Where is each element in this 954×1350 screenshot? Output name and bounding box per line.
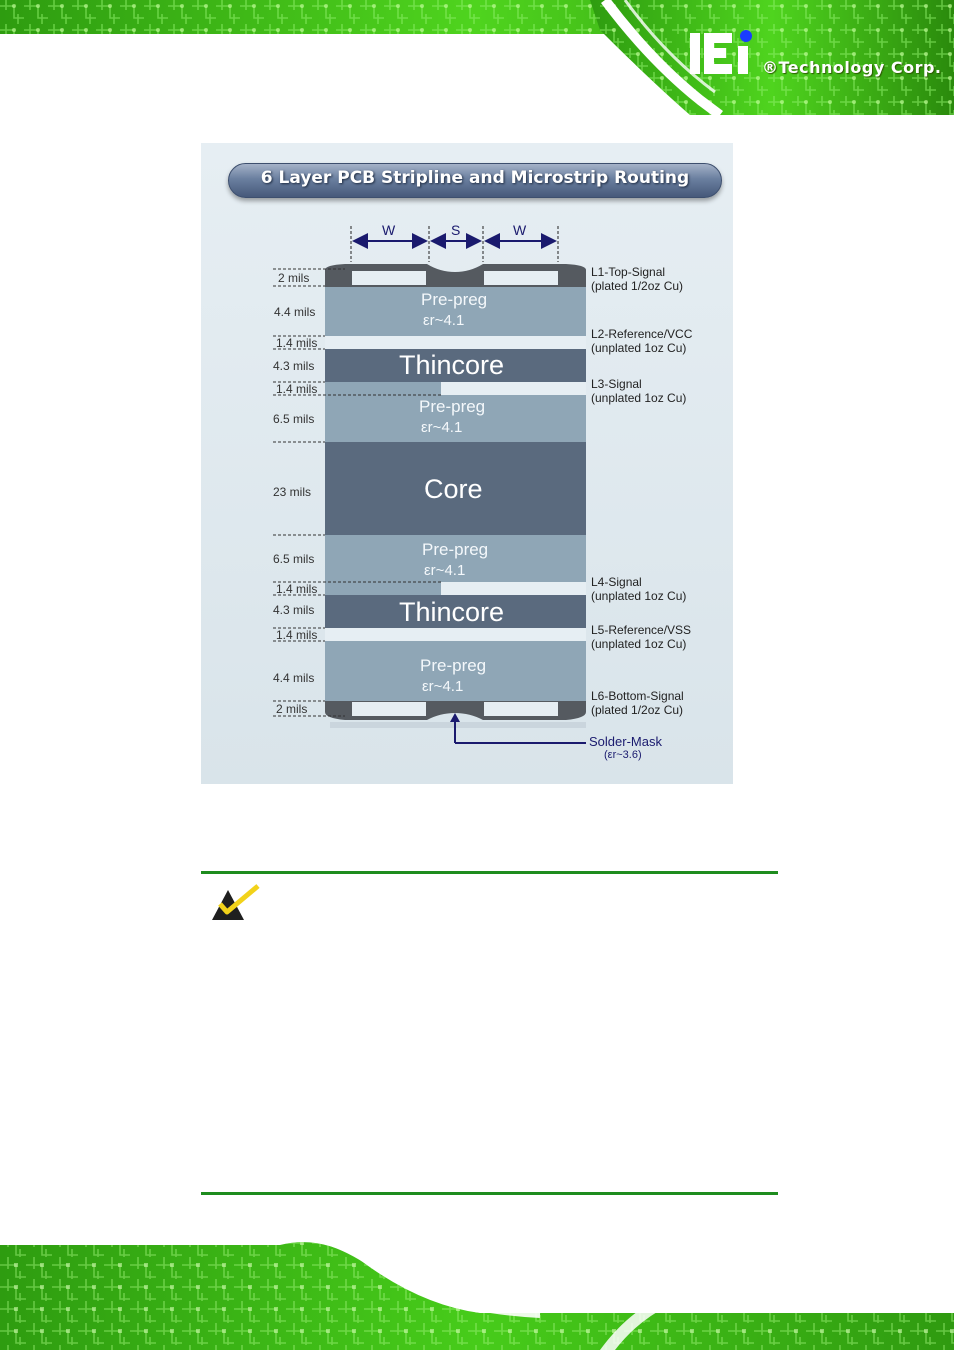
material-label: Thincore <box>399 597 505 627</box>
thickness-label: 1.4 mils <box>276 628 318 642</box>
dielectric-label: εr~4.1 <box>422 678 464 695</box>
figure-title: 6 Layer PCB Stripline and Microstrip Routing <box>260 168 690 188</box>
layer-label-l1: L1-Top-Signal (plated 1/2oz Cu) <box>591 265 684 293</box>
note-bottom-rule <box>201 1192 778 1195</box>
width-label: W <box>382 222 396 238</box>
thickness-label: 2 mils <box>276 702 308 716</box>
top-trace-right <box>484 271 558 285</box>
thickness-label: 4.3 mils <box>273 603 315 617</box>
material-label: Pre-preg <box>422 540 489 559</box>
layer-label-l2: L2-Reference/VCC (unplated 1oz Cu) <box>591 327 693 355</box>
bottom-trace-right <box>484 702 558 716</box>
brand-name: ®Technology Corp. <box>762 58 942 77</box>
thickness-label: 2 mils <box>278 271 310 285</box>
dielectric-label: εr~4.1 <box>421 419 463 436</box>
thickness-label: 4.4 mils <box>273 671 315 685</box>
solder-mask-label: Solder-Mask <box>589 734 662 749</box>
layer-label-l6: L6-Bottom-Signal (plated 1/2oz Cu) <box>591 689 684 717</box>
layer-label-l5: L5-Reference/VSS (unplated 1oz Cu) <box>591 623 692 651</box>
thickness-label: 23 mils <box>273 485 312 499</box>
bottom-trace-left <box>352 702 426 716</box>
footer-banner <box>0 1235 954 1350</box>
thickness-label: 4.4 mils <box>274 305 316 319</box>
material-label: Thincore <box>399 350 505 380</box>
layer-label-l3: L3-Signal (unplated 1oz Cu) <box>591 377 687 405</box>
thickness-label: 6.5 mils <box>273 552 315 566</box>
top-trace-left <box>352 271 426 285</box>
dielectric-label: εr~4.1 <box>423 312 465 329</box>
thickness-label: 4.3 mils <box>273 359 315 373</box>
thickness-label: 6.5 mils <box>273 412 315 426</box>
note-top-rule <box>201 871 778 874</box>
checkmark-note-icon <box>210 884 262 922</box>
material-label: Core <box>424 474 483 504</box>
material-label: Pre-preg <box>421 290 488 309</box>
thickness-label: 1.4 mils <box>276 382 318 396</box>
thickness-label: 1.4 mils <box>276 582 318 596</box>
layer-label-l4: L4-Signal (unplated 1oz Cu) <box>591 575 687 603</box>
spacing-label: S <box>451 222 461 238</box>
material-label: Pre-preg <box>419 397 486 416</box>
width-label: W <box>513 222 527 238</box>
material-label: Pre-preg <box>420 656 487 675</box>
dielectric-label: εr~4.1 <box>424 562 466 579</box>
thickness-label: 1.4 mils <box>276 336 318 350</box>
solder-mask-dielectric: (εr~3.6) <box>604 749 642 761</box>
